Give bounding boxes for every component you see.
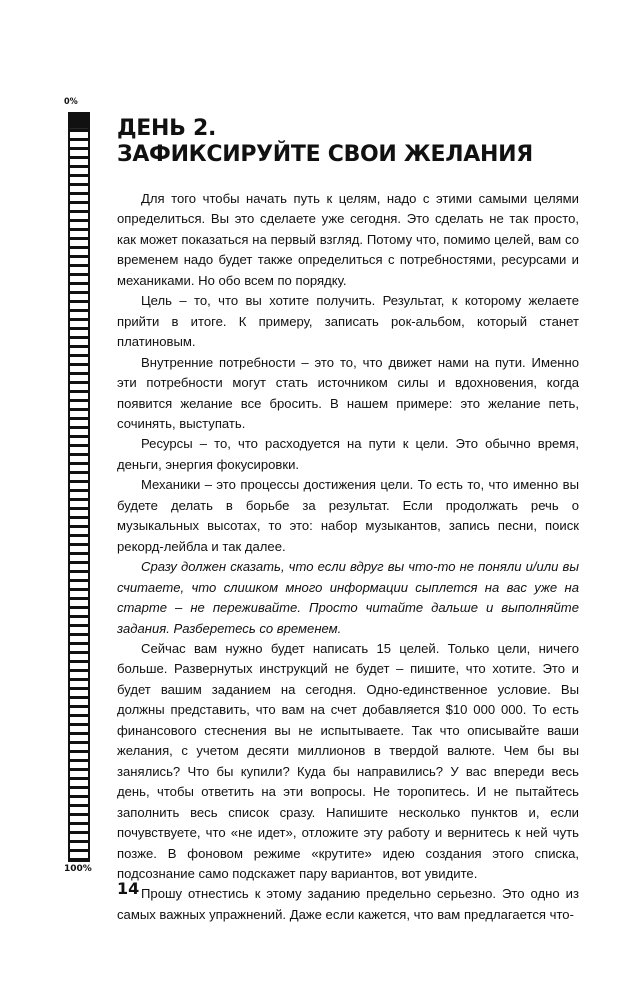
page-number: 14 (117, 879, 140, 898)
progress-start-label: 0% (64, 97, 78, 107)
paragraph: Сейчас вам нужно будет написать 15 целей. Только цели, ничего больше. Развернутых инструкций не будет – пишите, что хотите. Это и будет вашим заданием на сегодня. Одно-единственное условие. Вы должны представить, что вам на счет добавляется $10 000 000. То есть финансового стеснения вы не испытываете. Так что описывайте ваши желания, с учетом десяти миллионов в твердой валюте. Чем бы вы занялись? Что бы купили? Куда бы направились? У вас впереди весь день, чтобы ответить на эти вопросы. Не торопитесь. И не пытайтесь заполнить весь список сразу. Напишите несколько пунктов и, если почувствуете, что «не идет», отложите эту работу и вернитесь к ней чуть позже. В фоновом режиме «крутите» идею создания этого списка, подсознание само подскажет пару вариантов, вот увидите. (117, 640, 579, 881)
paragraph: Внутренние потребности – это то, что движет нами на пути. Именно эти потребности могут стать источником силы и вдохновения, когда появится желание все бросить. В нашем примере: это желание петь, сочинять, выступать. (117, 354, 579, 431)
paragraph: Механики – это процессы достижения цели. То есть то, что именно вы будете делать в борьбе за результат. Если продолжать речь о музыкальных высотах, то это: набор музыкантов, запись песни, поиск рекорд-лейбла и так далее. (117, 477, 579, 554)
chapter-heading (117, 116, 577, 168)
paragraph: Для того чтобы начать путь к целям, надо с этими самыми целями определиться. Вы это сделаете уже сегодня. Это сделать не так просто, как может показаться на первый взгляд. Потому что, помимо целей, вам со временем надо будет также определиться с потребностями, ресурсами и механиками. Но обо всем по порядку. (117, 191, 579, 288)
paragraph: Цель – то, что вы хотите получить. Результат, к которому желаете прийти в итоге. К примеру, записать рок-альбом, который станет платиновым. (117, 293, 579, 350)
chapter-heading-day: ДЕНЬ 2. (117, 116, 217, 141)
paragraph: Прошу отнестись к этому заданию предельно серьезно. Это одно из самых важных упражнений. Даже если кажется, что вам предлагается что- (117, 886, 579, 922)
body-text (117, 189, 579, 925)
chapter-heading-title: ЗАФИКСИРУЙТЕ СВОИ ЖЕЛАНИЯ (117, 142, 533, 167)
reading-progress-bar (68, 112, 90, 862)
italic-paragraph: Сразу должен сказать, что если вдруг вы что-то не поняли и/или вы считаете, что слишком много информации сыплется на вас уже на старте – не переживайте. Просто читайте дальше и выполняйте задания. Разберетесь со временем. (117, 559, 579, 636)
paragraph: Ресурсы – то, что расходуется на пути к цели. Это обычно время, деньги, энергия фокусировки. (117, 436, 579, 472)
progress-end-label: 100% (64, 864, 92, 874)
